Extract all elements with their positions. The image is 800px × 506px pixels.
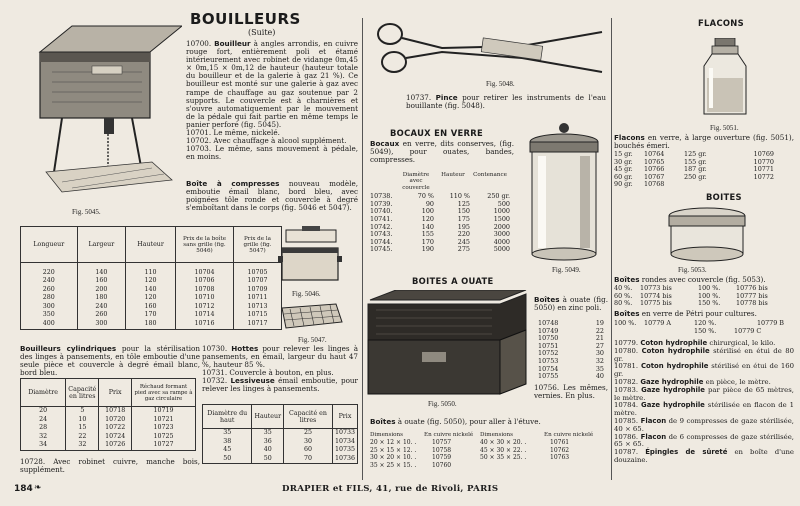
list-item: 10782. Gaze hydrophile en pièce, le mètre. <box>614 377 771 386</box>
table-row: 10755 40 <box>538 372 604 381</box>
list-item: 10779. Coton hydrophile chirurgical, le kilo. <box>614 339 776 347</box>
lessiveuse-name: Lessiveuse <box>230 376 275 386</box>
table-row: 10744. 170 245 4000 <box>370 237 510 246</box>
boite-compresses-description <box>186 180 358 212</box>
column-middle <box>366 0 610 480</box>
table-row: 220 140 110 10704 10705 <box>21 269 282 278</box>
bocaux-section-title: BOCAUX EN VERRE <box>390 128 484 138</box>
table-row: 10742. 140 195 2000 <box>370 222 510 231</box>
compresses-rows <box>21 263 282 330</box>
table-row: 60 %. 10774 bis 100 %. 10777 bis <box>614 291 768 300</box>
bouilleur-description <box>186 40 358 161</box>
table-row: 280 180 120 10710 10711 <box>21 294 282 303</box>
table-row: 20 5 10718 10719 <box>21 407 196 416</box>
column-right <box>614 0 796 480</box>
list-item: 10783. Gaze hydrophile par pièce de 65 mètres, le mètre. <box>614 385 794 402</box>
petri-name: Boîtes <box>614 309 640 318</box>
table-row: 25 × 15 × 12. . 10758 45 × 30 × 22. . 10762 <box>370 446 570 454</box>
table-row: 30 gr. 10765 155 gr. 10770 <box>614 157 774 166</box>
lessiveuse-description <box>202 377 358 393</box>
table-header: Diamètre <box>21 379 66 407</box>
boiler-illustration <box>32 22 182 202</box>
products-list <box>614 340 794 465</box>
table-row: 50 50 70 10736 <box>203 455 358 464</box>
table-row: 10753 32 <box>538 356 604 365</box>
table-row: 45 gr. 10766 187 gr. 10771 <box>614 165 774 174</box>
ouate-box-illustration <box>366 290 528 396</box>
table-row: 10745. 190 275 5000 <box>370 245 510 254</box>
table-row: 10743. 155 220 3000 <box>370 230 510 239</box>
bouilleurs-cylindriques-description <box>20 345 200 377</box>
pince-name: Pince <box>435 93 458 102</box>
bocaux-description <box>370 140 514 164</box>
table-row: 35 × 25 × 15. . 10760 <box>370 461 452 469</box>
list-item: 10785. Flacon de 9 compresses de gaze stérilisée, 40 × 65. <box>614 416 794 433</box>
boites-rondes-description <box>614 276 794 284</box>
table-row: 45 40 60 10735 <box>203 446 358 455</box>
table-row: 10754 35 <box>538 364 604 373</box>
table-row: 10752 30 <box>538 349 604 358</box>
lessiveuse-text: émail emboutie, pour relever les linges à pansements. <box>202 376 358 394</box>
ouate-name: Boîtes <box>534 295 560 304</box>
figure-caption-5053: Fig. 5053. <box>678 266 707 274</box>
flacons-table <box>614 151 794 189</box>
hottes-text: pour relever les linges à pansements, en émail, largeur du haut 47 %, hauteur 85 %. <box>202 344 358 370</box>
ouate-section-title: BOITES A OUATE <box>412 276 494 286</box>
table-row: 38 36 30 10734 <box>203 438 358 447</box>
figure-caption-5048: Fig. 5048. <box>486 80 515 88</box>
table-row: 10749 22 <box>538 326 604 335</box>
grid-illustration <box>276 300 346 334</box>
ouate-description <box>534 296 608 312</box>
ornament-icon: ❧ <box>34 483 42 493</box>
figure-caption-5047: Fig. 5047. <box>298 336 327 344</box>
table-row: 300 240 160 10712 10713 <box>21 303 282 312</box>
page-title: BOUILLEURS <box>190 10 301 28</box>
jar-illustration <box>520 120 608 266</box>
boites-rondes-table <box>614 285 794 308</box>
table-header: Largeur <box>77 227 126 263</box>
column-divider <box>611 18 612 480</box>
bocaux-table <box>370 172 516 254</box>
table-row: 10751 27 <box>538 341 604 350</box>
figure-caption-5045: Fig. 5045. <box>72 208 101 216</box>
robinet-note: 10728. Avec robinet cuivre, manche bois, supplément. <box>20 457 200 475</box>
table-row: 260 200 140 10708 10709 <box>21 286 282 295</box>
table-header: Prix <box>332 405 357 429</box>
pince-description <box>406 94 606 110</box>
figure-caption-5046: Fig. 5046. <box>292 290 321 298</box>
table-header: Prix de la grille (fig. 5047) <box>234 227 282 263</box>
petri-text: en verre de Pétri pour cultures. <box>641 309 757 318</box>
round-box-illustration <box>666 206 748 264</box>
table-header: Capacité en litres <box>66 379 99 407</box>
table-row: 28 15 10722 10723 <box>21 424 196 433</box>
lessiveuse-item-number: 10732. <box>202 376 228 386</box>
table-row: 10738. 70 % 110 % 250 gr. <box>370 192 510 201</box>
table-row: 15 gr. 10764 125 gr. 10769 <box>614 150 774 158</box>
table-row: 100 %. 10779 A 120 %. 10779 B <box>614 319 784 327</box>
column-divider <box>362 18 363 480</box>
hottes-item-number: 10730. <box>202 344 228 353</box>
boites-rondes-name: Boîtes <box>614 275 640 284</box>
pince-text: pour retirer les instruments de l'eau bouillante (fig. 5048). <box>406 93 606 111</box>
petri-description <box>614 310 794 318</box>
table-row: 10750 21 <box>538 334 604 343</box>
flacon-illustration <box>698 38 752 120</box>
boites-nickel-description <box>370 418 606 426</box>
figure-caption-5049: Fig. 5049. <box>552 266 581 274</box>
hottes-description <box>202 345 358 394</box>
column-left <box>10 0 360 480</box>
bouilleur-name: Bouilleur <box>214 39 251 48</box>
table-row: 90 gr. 10768 <box>614 180 665 189</box>
ouate-table <box>538 320 608 381</box>
table-row: 40 %. 10773 bis 100 %. 10776 bis <box>614 284 768 292</box>
hottes-name: Hottes <box>231 344 259 353</box>
table-row: 32 22 10724 10725 <box>21 433 196 442</box>
table-header: Prix <box>99 379 132 407</box>
pince-item-number: 10737. <box>406 93 432 102</box>
table-header: Hauteur <box>126 227 176 263</box>
petri-table <box>614 320 794 335</box>
bouilleur-text: à angles arrondis, en cuivre rouge fort, entièrement poli et étamé intérieurement avec robinet de vidange 0m,45 × 0m,15 × 0m,12 de hauteur (hauteur totale du bouilleur et de la galerie à gaz 21 %). Ce bouilleur est monté sur une galerie à gaz avec rampe de chauffage au gaz soutenue par 2 supports. Le couvercle est à charnières et s'ouvre automatiquement par le mouvement de la pédale qui fait partie en même temps le panier perforé (fig. 5045). <box>186 39 358 129</box>
table-header: Diamètre du haut <box>203 405 252 429</box>
table-header: Hauteur <box>252 405 284 429</box>
table-row: 350 260 170 10714 10715 <box>21 311 282 320</box>
table-header: Longueur <box>21 227 78 263</box>
list-item: 10787. Épingles de sûreté en boîte d'une douzaine. <box>614 448 794 464</box>
bocaux-name: Bocaux <box>370 139 400 148</box>
table-row: 150 %. 10779 C <box>694 326 762 335</box>
compresses-price-table <box>20 226 282 330</box>
table-header: Prix de la boîte sans grille (fig. 5046) <box>176 227 234 263</box>
list-item: 10780. Coton hydrophile stérilisé en étui de 80 gr. <box>614 346 794 363</box>
couvercle-line: 10731. Couvercle à bouton, en plus. <box>202 368 334 378</box>
bouilleurs-cylindriques-name: Bouilleurs cylindriques <box>20 344 117 353</box>
boites-section-title: BOITES <box>706 192 742 202</box>
boites-nickel-text: à ouate (fig. 5050), pour aller à l'étuve. <box>397 417 541 426</box>
boites-rondes-text: rondes avec couvercle (fig. 5053). <box>641 275 766 284</box>
table-row: 10739. 90 125 500 <box>370 199 510 208</box>
bouilleur-item-number: 10700. <box>186 39 212 48</box>
flacons-section-title: FLACONS <box>698 18 744 28</box>
lessiveuse-price-table <box>202 404 358 464</box>
table-row: 24 10 10720 10721 <box>21 416 196 425</box>
table-row: 240 160 120 10706 10707 <box>21 277 282 286</box>
table-row: 30 × 20 × 10. . 10759 50 × 35 × 25. . 10763 <box>370 454 570 462</box>
table-row: 10748 19 <box>538 319 604 327</box>
list-item: 10781. Coton hydrophile stérilisé en étui de 160 gr. <box>614 362 794 379</box>
table-header: Réchaud formant pied avec sa rampe à gaz circulaire <box>132 379 196 407</box>
bouilleur-variant-sans-pedale: 10703. Le même, sans mouvement à pédale, en moins. <box>186 144 358 162</box>
company-address: DRAPIER et FILS, 41, rue de Rivoli, PARIS <box>282 484 499 494</box>
table-row: 34 32 10726 10727 <box>21 441 196 450</box>
dimensions-table <box>370 432 608 469</box>
figure-caption-5051: Fig. 5051. <box>710 124 739 132</box>
dimensions-table-header: Dimensions En cuivre nickelé Dimensions En cuivre nickelé <box>370 432 594 438</box>
compress-box-illustration <box>278 226 344 288</box>
flacons-description <box>614 134 794 150</box>
table-row: 10741. 120 175 1500 <box>370 215 510 223</box>
list-item: 10786. Flacon de 6 compresses de gaze stérilisée, 65 × 65. <box>614 432 794 449</box>
bouilleur-variant-alcool: 10702. Avec chauffage à alcool supplément. <box>186 136 347 146</box>
table-row: 10740. 100 150 1000 <box>370 207 510 216</box>
table-header: Capacité en litres <box>284 405 333 429</box>
table-row: 35 35 25 10733 <box>203 429 358 438</box>
figure-caption-5050: Fig. 5050. <box>428 400 457 408</box>
table-row: 80 %. 10775 bis 150 %. 10778 bis <box>614 299 768 308</box>
flacons-name: Flacons <box>614 133 645 142</box>
boites-nickel-name: Boîtes <box>370 417 396 426</box>
bocaux-table-header: Diamètre avec couvercle Hauteur Contenance <box>402 172 507 191</box>
cylindriques-price-table <box>20 378 196 451</box>
list-item: 10784. Gaze hydrophile stérilisée en flacon de 1 mètre. <box>614 401 794 418</box>
page-subtitle: (Suite) <box>248 28 276 37</box>
bouilleur-variant-nickel: 10701. Le même, nickelé. <box>186 128 280 138</box>
pince-illustration <box>372 14 608 80</box>
table-row: 20 × 12 × 10. . 10757 40 × 30 × 20. . 10761 <box>370 439 570 447</box>
flacons-text: en verre, à large ouverture (fig. 5051), bouchés émeri. <box>614 133 794 151</box>
table-row: 60 gr. 10767 250 gr. 10772 <box>614 172 774 181</box>
bouilleurs-cylindriques-text: pour la stérilisation des linges à pansements, en tôle emboutie d'une seule pièce et couvercle à degré émail blanc, bord bleu. <box>20 344 200 378</box>
bocaux-text: en verre, dits conserves, (fig. 5049), pour ouates, bandes, compresses. <box>370 139 514 165</box>
page-number: 184 <box>14 484 33 494</box>
page-footer <box>0 482 800 506</box>
boite-compresses-text: nouveau modèle, emboutie émail blanc, bord bleu, avec poignées tôle ronde et couvercle à degré s'emboîtant dans le corps (fig. 5046 et 5047). <box>186 179 358 213</box>
ouate-note: 10756. Les mêmes, vernies. En plus. <box>534 383 608 401</box>
table-row: 400 300 180 10716 10717 <box>21 320 282 329</box>
boite-compresses-name: Boîte à compresses <box>186 179 280 188</box>
ouate-text: à ouate (fig. 5050) en zinc poli. <box>534 295 608 313</box>
